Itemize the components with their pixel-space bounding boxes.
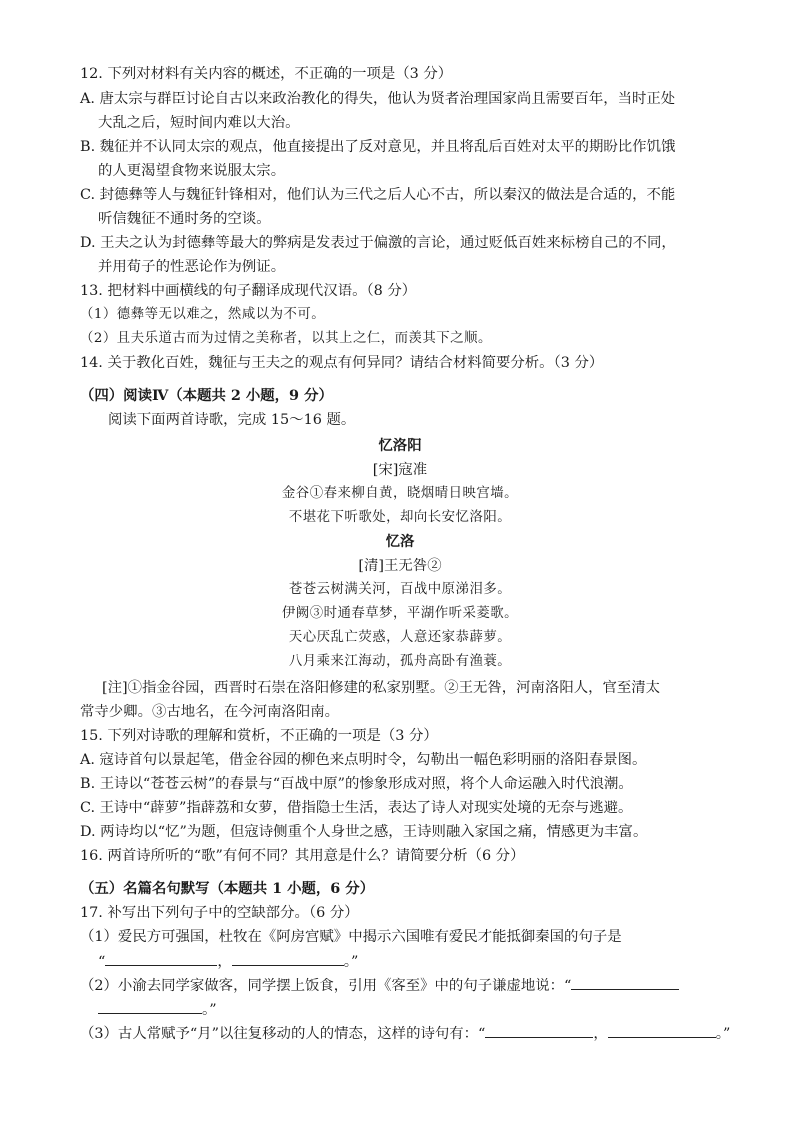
poem1-author: [宋]寇准: [372, 462, 428, 478]
q17-item-2-text: （2）小渝去同学家做客，同学摆上饭食，引用《客至》中的句子谦虚地说：“: [80, 978, 572, 994]
q12-option-b-line2: 的人更渴望食物来说服太宗。: [98, 163, 286, 179]
close-quote: 。”: [715, 1026, 731, 1042]
poem2-line: 苍苍云树满关河，百战中原涕泪多。: [288, 582, 512, 597]
q12-option-c-line1: C. 封德彝等人与魏征针锋相对，他们认为三代之后人心不古，所以秦汉的做法是合适的，不能: [80, 187, 676, 203]
section5-heading: （五）名篇名句默写（本题共 1 小题，6 分）: [80, 880, 375, 897]
q15-option-a: A. 寇诗首句以景起笔，借金谷园的柳色来点明时令，勾勒出一幅色彩明丽的洛阳春景图。: [80, 752, 647, 768]
poem1-line: 不堪花下听歌处，却向长安忆洛阳。: [288, 510, 512, 525]
close-quote: 。”: [343, 954, 359, 970]
section4-instruction: 阅读下面两首诗歌，完成 15～16 题。: [108, 412, 356, 428]
comma: ，: [593, 1026, 608, 1042]
q14-stem: 14. 关于教化百姓，魏征与王夫之的观点有何异同？请结合材料简要分析。（3 分）: [80, 355, 604, 371]
poem-notes-line1: [注]①指金谷园，西晋时石崇在洛阳修建的私家别墅。②王无咎，河南洛阳人，官至清太: [102, 680, 661, 696]
q17-item-1: （1）爱民方可强国，杜牧在《阿房宫赋》中揭示六国唯有爱民才能抵御秦国的句子是: [80, 929, 622, 945]
q12-stem: 12. 下列对材料有关内容的概述，不正确的一项是（3 分）: [80, 66, 453, 82]
q12-option-a-line2: 大乱之后，短时间内难以大治。: [98, 115, 300, 131]
q17-stem: 17. 补写出下列句子中的空缺部分。（6 分）: [80, 905, 359, 921]
poem1-title: 忆洛阳: [378, 437, 422, 454]
answer-blank[interactable]: [98, 999, 202, 1014]
answer-blank[interactable]: [105, 951, 217, 966]
q15-stem: 15. 下列对诗歌的理解和赏析，不正确的一项是（3 分）: [80, 728, 438, 744]
answer-blank[interactable]: [608, 1023, 716, 1038]
comma: ，: [217, 954, 232, 970]
poem2-title: 忆洛: [385, 533, 415, 550]
q13-stem: 13. 把材料中画横线的句子翻译成现代汉语。（8 分）: [80, 283, 417, 299]
answer-blank[interactable]: [485, 1023, 593, 1038]
q12-option-d-line2: 并用荀子的性恶论作为例证。: [98, 259, 286, 275]
q13-sentence-1: （1）德彝等无以难之，然咸以为不可。: [80, 307, 326, 322]
q12-option-b-line1: B. 魏征并不认同太宗的观点，他直接提出了反对意见，并且将乱后百姓对太平的期盼比作饥饿: [80, 139, 676, 155]
q13-sentence-2: （2）且夫乐道古而为过情之美称者，以其上之仁，而羡其下之顺。: [80, 331, 492, 346]
q17-item-3-text: （3）古人常赋予“月”以往复移动的人的情态，这样的诗句有：“: [80, 1026, 486, 1042]
section4-heading: （四）阅读Ⅳ（本题共 2 小题，9 分）: [80, 387, 333, 404]
poem2-line: 天心厌乱亡荧惑，人意还家恭薜萝。: [288, 630, 512, 645]
poem1-line: 金谷①春来柳自黄，晓烟晴日映宫墙。: [281, 486, 519, 501]
q12-option-d-line1: D. 王夫之认为封德彝等最大的弊病是发表过于偏激的言论，通过贬低百姓来标榜自己的不同，: [80, 235, 676, 251]
poem2-line: 八月乘来江海动，孤舟高卧有渔蓑。: [288, 654, 512, 669]
open-quote: “: [98, 954, 106, 970]
q15-option-c: C. 王诗中“薜萝”指薜荔和女萝，借指隐士生活，表达了诗人对现实处境的无奈与逃避。: [80, 800, 633, 816]
poem-notes-line2: 常寺少卿。③古地名，在今河南洛阳南。: [80, 704, 340, 720]
q15-option-b: B. 王诗以“苍苍云树”的春景与“百战中原”的惨象形成对照，将个人命运融入时代浪潮。: [80, 776, 633, 792]
answer-blank[interactable]: [232, 951, 344, 966]
q17-item-2-answer-line: [98, 999, 217, 1020]
poem2-author: [清]王无咎②: [358, 558, 442, 574]
q17-item-1-answer-line: [98, 951, 358, 972]
q17-item-2: [80, 975, 679, 996]
q15-option-d: D. 两诗均以“忆”为题，但寇诗侧重个人身世之感，王诗则融入家国之痛，情感更为丰富。: [80, 824, 648, 840]
q12-option-a-line1: A. 唐太宗与群臣讨论自古以来政治教化的得失，他认为贤者治理国家尚且需要百年，当时正处: [80, 91, 676, 107]
close-quote: 。”: [202, 1002, 217, 1018]
q17-item-3: [80, 1023, 730, 1044]
q16-stem: 16. 两首诗所听的“歌”有何不同？其用意是什么？请简要分析（6 分）: [80, 848, 525, 864]
answer-blank[interactable]: [571, 975, 679, 990]
poem2-line: 伊阙③时通春草梦，平湖作听采菱歌。: [281, 606, 519, 621]
q12-option-c-line2: 听信魏征不通时务的空谈。: [98, 211, 271, 227]
